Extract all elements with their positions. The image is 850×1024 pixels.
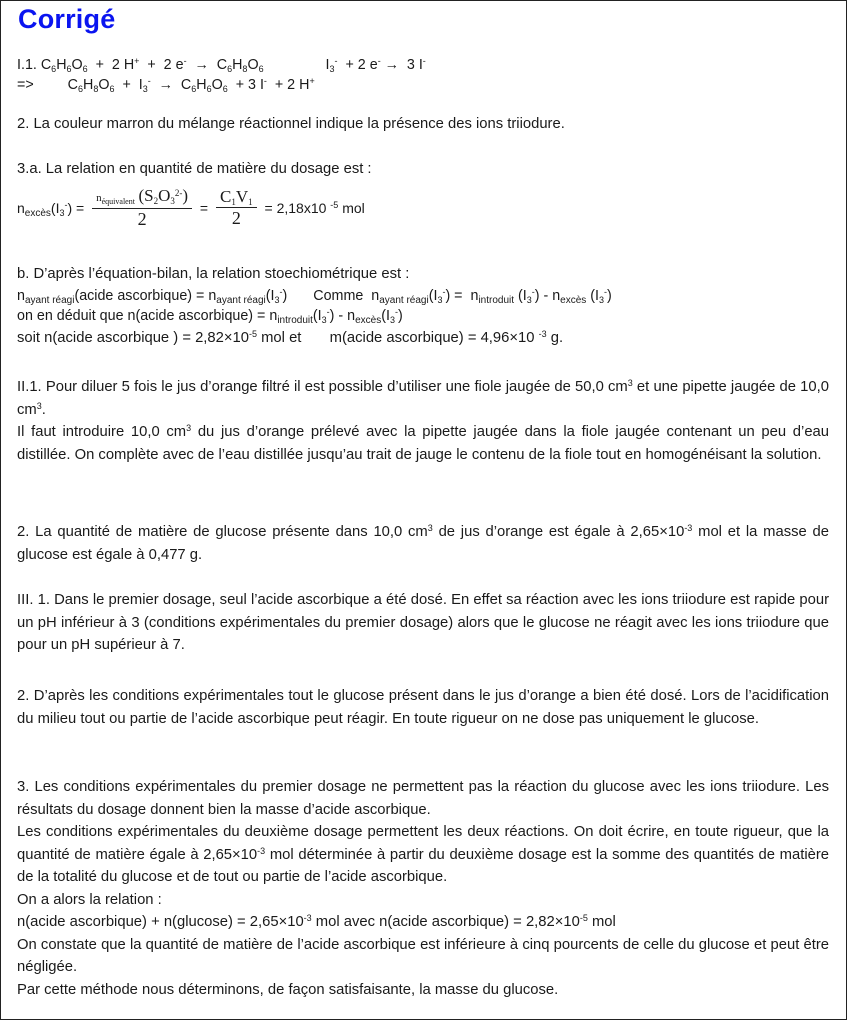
answer-3-1: III. 1. Dans le premier dosage, seul l’acide ascorbique a été dosé. En effet sa réaction avec les ions triiodure est rapide pour un pH inférieur à 3 (conditions expérimentales du premier dosage) alors que le glucose ne réagit avec les ions triiodure que pour un pH supérieur à 7.	[17, 592, 829, 653]
excess-result: = 2,18x10 $^{-5}$ mol	[264, 199, 365, 216]
answer-1-3b-line2: on en déduit que n(acide ascorbique) = $n_{introduit}(I_3^-) - n_{excès}(I_3^-)$	[17, 307, 403, 326]
answer-2-2: 2. La quantité de matière de glucose présente dans 10,0 $cm^3$ de jus d’orange est égale à $2,65\times 10^{-3}$ mol et la masse de glucose est égale à 0,477 g.	[17, 523, 829, 563]
answer-1-3a-intro: 3.a. La relation en quantité de matière du dosage est :	[17, 161, 372, 177]
fraction-equivalent: $\frac{n_{équivalent} (S_2O_3^{2-})}{2}$	[92, 187, 192, 228]
formula-ascorbic-red: $C_6H_8O_6$	[216, 57, 264, 74]
overall-equation-line: => $C_6H_8O_6 + I_3^- \to C_6H_6O_6 + 3$ I- + 2 H+	[17, 76, 315, 94]
answer-2-1: II.1. Pour diluer 5 fois le jus d’orange filtré il est possible d’utiliser une fiole jaugée de 50,0 $cm^3$ et une pipette jaugée de 10,0 $cm^3$. Il faut introduire 10,0 $cm^3$ du jus d’orange prélevé avec la pipette jaugée dans la fiole jaugée contenant un peu d’eau distillée. On complète avec de l’eau distillée jusqu’au trait de jauge le contenu de la fiole tout en homogénéisant la solution.	[17, 378, 830, 463]
answer-1-3b-intro: b. D’après l’équation-bilan, la relation stoechiométrique est :	[17, 266, 410, 282]
answer-1-3b-line1: $n_{ayant réagi}(acide$ ascorbique) = $n_{ayant réagi}(I_3^-)$ Comme $n_{ayant réagi}(I_3^-) = n_{introduit}$ $(I_3^-) - n_{excès}$ $(I_3^-)$	[17, 287, 612, 306]
answer-1-3b-line3: soit n(acide ascorbique ) = $2,82\times 10^{-5}$ mol et m(acide ascorbique) = 4,96×10 $^{-3}$ g.	[17, 329, 564, 346]
answer-1-3a-formula: $n_{excès}(I_3^-)$ = $\frac{n_{équivalent} (S_2O_3^{2-})}{2}$ = $\frac{C_1V_1}{2}$ = 2,18x10 $^{-5}$ mol	[17, 186, 365, 229]
answer-1-2: 2. La couleur marron du mélange réactionnel indique la présence des ions triiodure.	[17, 116, 565, 132]
question-label: I.1.	[17, 57, 41, 73]
half-equations-line: I.1. $C_6H_6O_6 + 2$ H+ + 2 $e^- \to C_6H_8O_6$ $I_3^- + 2$ e- → 3 I-	[17, 56, 426, 74]
answer-3-2: 2. D’après les conditions expérimentales tout le glucose présent dans le jus d’orange a bien été dosé. Lors de l’acidification du milieu tout ou partie de l’acide ascorbique peut réagir. En toute rigueur on ne dose pas uniquement le glucose.	[17, 688, 829, 727]
implies-symbol: =>	[17, 77, 34, 93]
fraction-c1v1: $\frac{C_1V_1}{2}$	[216, 188, 257, 227]
triiodide-half-equation: $I_3^- + 2$ e- → 3 I-	[325, 56, 426, 74]
formula-ascorbic-ox: $C_6H_6O_6$	[40, 57, 88, 74]
answer-3-3: 3. Les conditions expérimentales du premier dosage ne permettent pas la réaction du glucose avec les ions triiodure. Les résultats du dosage donnent bien la masse d’acide ascorbique. Les conditions expérimentales du deuxième dosage permettent les deux réactions. On doit écrire, en toute rigueur, que la quantité de matière égale à $2,65\times 10^{-3}$ mol déterminée à partir du deuxième dosage est la somme des quantités de matière de la totalité du glucose et de tout ou partie de l’acide ascorbique. On a alors la relation : n(acide ascorbique) + $n(glucose) = 2,65\times 10^{-3}$ mol avec n(acide ascorbique) = $2,82\times 10^{-5}$ mol On constate que la quantité de matière de l’acide ascorbique est inférieure à cinq pourcents de celle du glucose et peut être négligée. Par cette méthode nous déterminons, de façon satisfaisante, la masse du glucose.	[17, 779, 829, 998]
page-title: Corrigé	[18, 4, 116, 34]
